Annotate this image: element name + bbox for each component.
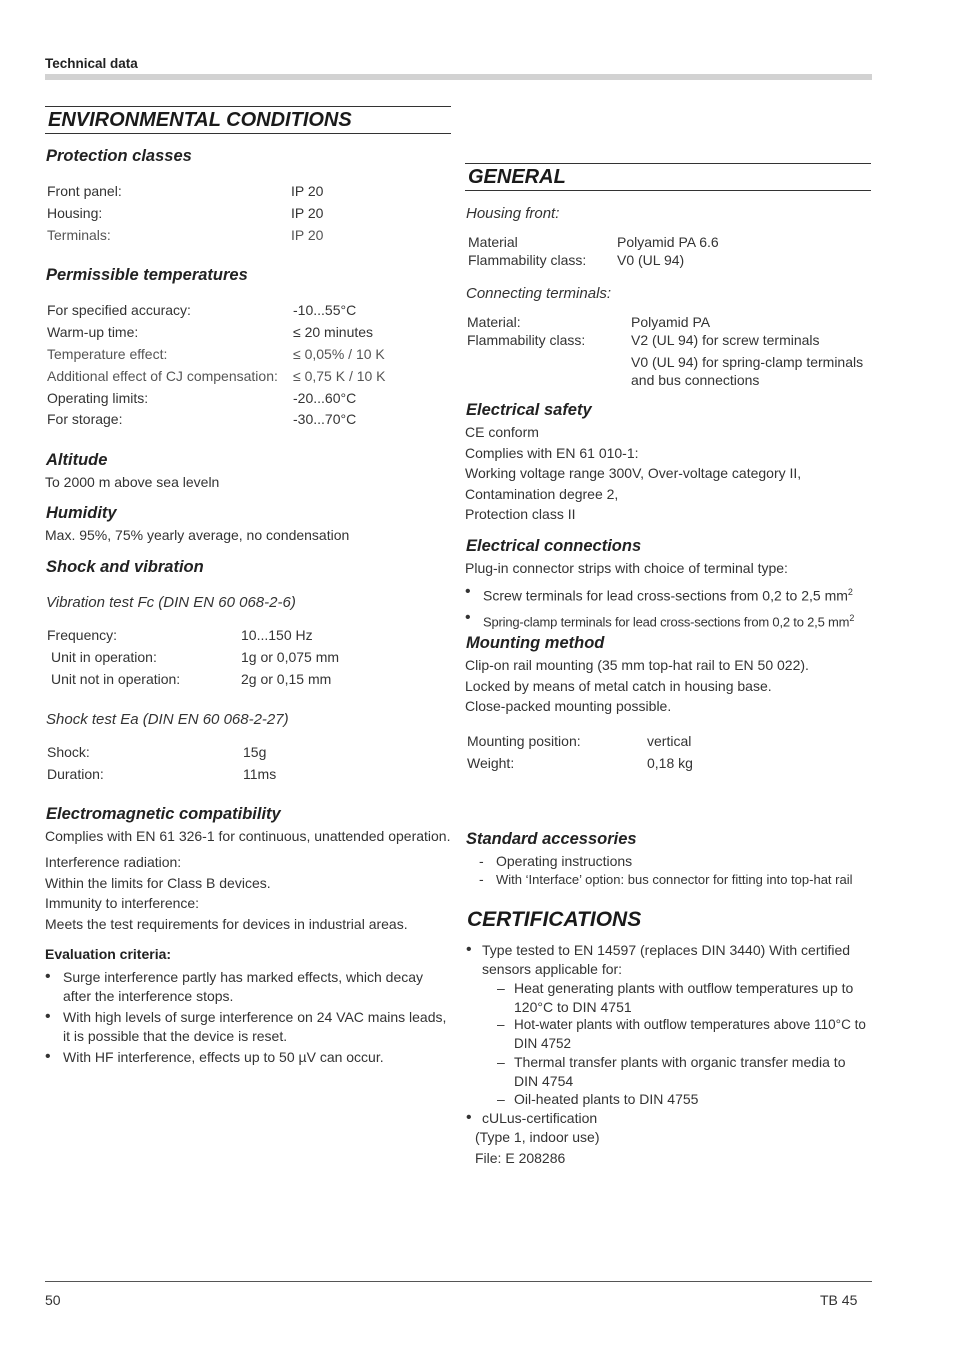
cert-item <box>466 1109 871 1128</box>
criteria-list <box>45 968 453 1070</box>
humidity-title: Humidity <box>46 504 117 522</box>
footer-rule <box>45 1281 872 1282</box>
cert-item2-detail <box>466 1127 871 1168</box>
emc-line: Meets the test requirements for devices in industrial areas. <box>45 915 408 932</box>
vib-label: Unit in operation: <box>51 649 157 665</box>
temp-label: Operating limits: <box>47 390 149 406</box>
temp-value: ≤ 0,05% / 10 K <box>293 346 385 362</box>
mounting-lines <box>465 655 865 717</box>
accessory-text: Operating instructions <box>496 853 633 869</box>
safety-line: Contamination degree 2, <box>465 485 619 502</box>
accessories-list <box>479 852 879 889</box>
mounting-line: Clip-on rail mounting (35 mm top-hat rail to EN 50 022). <box>465 657 809 673</box>
criteria-item: • Surge interference partly has marked effects, which decay after the interference stops. <box>45 968 453 1005</box>
cert-sublist <box>497 979 871 1109</box>
safety-title: Electrical safety <box>466 401 592 419</box>
terminals-title: Connecting terminals: <box>466 285 612 302</box>
connections-intro: Plug-in connector strips with choice of terminal type: <box>465 560 788 576</box>
superscript: 2 <box>849 613 855 624</box>
accessories-title: Standard accessories <box>466 830 637 848</box>
terminals-value: and bus connections <box>631 372 760 388</box>
cert-subitem: – Hot-water plants with outflow temperatures above 110°C to DIN 4752 <box>497 1016 871 1053</box>
connections-item <box>465 609 875 632</box>
safety-line: Working voltage range 300V, Over-voltage category II, <box>465 465 802 481</box>
criteria-item: • With HF interference, effects up to 50 µV can occur. <box>45 1048 453 1067</box>
vib-value: 1g or 0,075 mm <box>241 649 340 665</box>
emc-line: Within the limits for Class B devices. <box>45 874 271 891</box>
emc-lines <box>45 852 450 934</box>
mounting-line: Close-packed mounting possible. <box>465 698 672 714</box>
criteria-title: Evaluation criteria: <box>45 946 172 962</box>
altitude-text: To 2000 m above sea leveln <box>45 474 220 490</box>
terminals-label: Material: <box>467 314 521 330</box>
shock-value: 15g <box>243 744 267 760</box>
cert-subitem: – Heat generating plants with outflow temperatures up to 120°C to DIN 4751 <box>497 979 871 1016</box>
temp-label: Warm-up time: <box>47 324 139 340</box>
temp-label: Additional effect of CJ compensation: <box>47 368 278 384</box>
page-number: 50 <box>45 1292 61 1308</box>
criteria-item: • With high levels of surge interference on 24 VAC mains leads, it is possible that the device is reset. <box>45 1008 453 1045</box>
accessory-text: With ‘Interface’ option: bus connector for fitting into top-hat rail <box>496 872 853 887</box>
cert-item <box>466 941 871 978</box>
emc-complies: Complies with EN 61 326-1 for continuous, unattended operation. <box>45 828 451 844</box>
terminals-label: Flammability class: <box>467 332 586 348</box>
safety-line: CE conform <box>465 424 539 440</box>
housing-label: Material <box>468 234 518 250</box>
vib-label: Frequency: <box>47 627 118 643</box>
certifications-list <box>466 941 871 1168</box>
protection-value: IP 20 <box>291 227 324 243</box>
accessory-item <box>479 870 879 889</box>
safety-line: Protection class II <box>465 506 576 522</box>
protection-label: Front panel: <box>47 183 122 199</box>
mounting-label: Weight: <box>467 755 515 771</box>
vibration-title: Vibration test Fc (DIN EN 60 068-2-6) <box>46 594 296 611</box>
dash-marker: - <box>479 853 484 869</box>
vib-value: 2g or 0,15 mm <box>241 671 332 687</box>
vib-value: 10...150 Hz <box>241 627 313 643</box>
shock-value: 11ms <box>243 766 277 782</box>
temp-value: -10...55°C <box>293 302 357 318</box>
protection-value: IP 20 <box>291 183 324 199</box>
shock-test-title: Shock test Ea (DIN EN 60 068-2-27) <box>46 711 289 728</box>
superscript: 2 <box>847 587 853 597</box>
protection-title: Protection classes <box>46 147 192 165</box>
safety-lines <box>465 422 865 525</box>
connections-item <box>465 583 875 605</box>
safety-line: Complies with EN 61 010-1: <box>465 444 639 461</box>
connections-item-text: Spring-clamp terminals for lead cross-sections from 0,2 to 2,5 mm <box>483 614 850 630</box>
shock-label: Duration: <box>47 766 104 782</box>
protection-label: Housing: <box>47 205 103 221</box>
housing-title: Housing front: <box>466 205 560 222</box>
shock-title: Shock and vibration <box>46 558 204 576</box>
header-rule <box>45 74 872 80</box>
temp-label: For storage: <box>47 411 123 427</box>
temp-value: -20...60°C <box>293 390 357 406</box>
temp-value: ≤ 20 minutes <box>293 324 374 340</box>
temp-value: ≤ 0,75 K / 10 K <box>293 368 386 384</box>
altitude-title: Altitude <box>46 451 108 469</box>
mounting-value: vertical <box>647 733 692 749</box>
housing-value: V0 (UL 94) <box>617 252 685 268</box>
cert-detail-line: File: E 208286 <box>475 1149 566 1166</box>
emc-line: Immunity to interference: <box>45 895 200 911</box>
terminals-value: V2 (UL 94) for screw terminals <box>631 332 820 348</box>
temp-value: -30...70°C <box>293 411 357 427</box>
cert-subitem: – Oil-heated plants to DIN 4755 <box>497 1090 871 1109</box>
temp-label: Temperature effect: <box>47 346 168 362</box>
env-title: ENVIRONMENTAL CONDITIONS <box>45 106 451 134</box>
emc-title: Electromagnetic compatibility <box>46 805 281 823</box>
mounting-label: Mounting position: <box>467 733 581 749</box>
accessory-item <box>479 852 879 870</box>
temperatures-title: Permissible temperatures <box>46 266 248 284</box>
general-title: GENERAL <box>465 163 871 191</box>
cert-item-text: • cULus-certification <box>466 1109 871 1128</box>
running-header: Technical data <box>45 56 138 71</box>
mounting-title: Mounting method <box>466 634 605 652</box>
cert-subitem: – Thermal transfer plants with organic transfer media to DIN 4754 <box>497 1053 871 1090</box>
cert-detail-line: (Type 1, indoor use) <box>475 1129 600 1145</box>
mounting-value: 0,18 kg <box>647 755 693 771</box>
connections-list <box>465 583 875 635</box>
protection-value: IP 20 <box>291 205 324 221</box>
housing-label: Flammability class: <box>468 252 587 268</box>
cert-item-text: • Type tested to EN 14597 (replaces DIN 3440) With certified sensors applicable for: <box>466 941 871 978</box>
vib-label: Unit not in operation: <box>51 671 181 687</box>
document-code: TB 45 <box>820 1292 858 1308</box>
mounting-line: Locked by means of metal catch in housing base. <box>465 677 772 694</box>
humidity-text: Max. 95%, 75% yearly average, no condensation <box>45 527 350 543</box>
connections-title: Electrical connections <box>466 537 642 555</box>
housing-value: Polyamid PA 6.6 <box>617 234 719 250</box>
certifications-title: CERTIFICATIONS <box>467 908 642 931</box>
emc-line: Interference radiation: <box>45 854 182 870</box>
shock-label: Shock: <box>47 744 90 760</box>
protection-label: Terminals: <box>47 227 111 243</box>
connections-item-text: Screw terminals for lead cross-sections from 0,2 to 2,5 mm <box>483 587 848 604</box>
terminals-value: V0 (UL 94) for spring-clamp terminals <box>631 354 864 370</box>
dash-marker: - <box>479 871 484 887</box>
terminals-value: Polyamid PA <box>631 314 711 330</box>
temp-label: For specified accuracy: <box>47 302 191 318</box>
